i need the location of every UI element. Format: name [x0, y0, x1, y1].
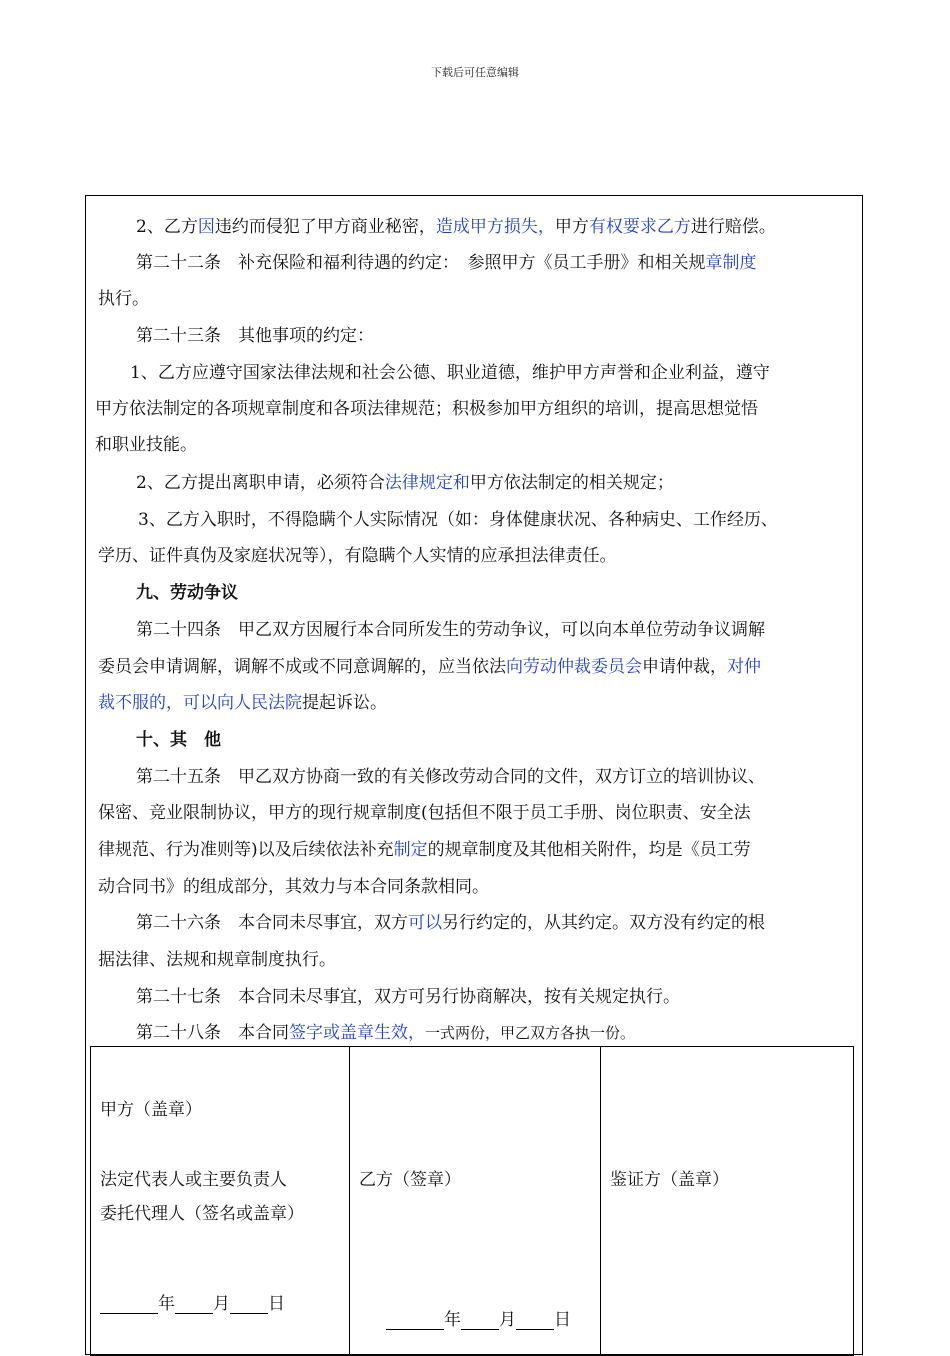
text: 进行赔偿。 — [690, 217, 776, 237]
day-blank[interactable] — [230, 1295, 268, 1314]
section-heading-9: 九、劳动争议 — [136, 583, 238, 603]
text: 造成甲方损失， — [435, 217, 555, 237]
day-blank[interactable] — [516, 1311, 554, 1330]
text: 一式两份，甲乙双方各执一份。 — [425, 1024, 636, 1042]
text: 第二十八条 本合同 — [136, 1023, 289, 1043]
text: 甲方 — [554, 217, 589, 237]
article-26 — [136, 912, 765, 934]
text: 的规章制度及其他相关附件，均是《员工劳 — [427, 840, 751, 860]
para-line-10: 学历、证件真伪及家庭状况等），有隐瞒个人实情的应承担法律责任。 — [98, 546, 617, 566]
article-22 — [136, 252, 757, 274]
text: 对仲 — [727, 657, 761, 677]
text: 第二十六条 本合同未尽事宜，双方 — [136, 913, 408, 933]
legal-rep-label: 法定代表人或主要负责人 — [100, 1170, 287, 1190]
month-blank[interactable] — [175, 1295, 213, 1314]
text: 律规范、行为准则等)以及后续依法补充 — [98, 840, 394, 860]
witness-seal-label: 鉴证方（盖章） — [610, 1170, 729, 1190]
signature-cell-party-b — [349, 1047, 600, 1355]
text: 甲方依法制定的相关规定； — [469, 473, 674, 493]
month-blank[interactable] — [461, 1311, 499, 1330]
text: 法律规定和 — [384, 473, 470, 493]
text: 违约而侵犯了甲方商业秘密， — [214, 217, 436, 237]
text: 提起诉讼。 — [302, 693, 387, 713]
para-line-3: 执行。 — [98, 289, 149, 309]
signature-table — [90, 1046, 854, 1356]
para-line-8 — [136, 472, 674, 494]
para-line-5: 1、乙方应遵守国家法律法规和社会公德、职业道德，维护甲方声誉和企业利益，遵守 — [130, 363, 770, 383]
text: 2、乙方提出离职申请，必须符合 — [136, 473, 385, 493]
text: 章制度 — [705, 253, 757, 273]
para-line-7: 和职业技能。 — [95, 435, 197, 455]
article-24: 第二十四条 甲乙双方因履行本合同所发生的劳动争议，可以向本单位劳动争议调解 — [136, 620, 765, 640]
day-label: 日 — [268, 1294, 285, 1314]
text: 可以 — [408, 913, 442, 933]
article-27: 第二十七条 本合同未尽事宜，双方可另行协商解决，按有关规定执行。 — [136, 987, 680, 1007]
para-line-17: 动合同书》的组成部分，其效力与本合同条款相同。 — [98, 877, 489, 897]
para-line-19: 据法律、法规和规章制度执行。 — [98, 950, 336, 970]
year-blank[interactable] — [100, 1295, 158, 1314]
month-label: 月 — [213, 1294, 230, 1314]
year-label: 年 — [158, 1294, 175, 1314]
date-line-b — [386, 1305, 571, 1330]
party-a-seal-label: 甲方（盖章） — [100, 1100, 202, 1120]
header-note: 下载后可任意编辑 — [431, 66, 519, 79]
text: 委员会申请调解，调解不成或不同意调解的，应当依法 — [98, 657, 506, 677]
date-line-a — [100, 1289, 285, 1314]
month-label: 月 — [499, 1310, 516, 1330]
text: 向劳动仲裁委员会 — [506, 657, 642, 677]
text: 有权要求乙方 — [588, 217, 691, 237]
para-line-16 — [98, 839, 751, 861]
signature-cell-party-a — [91, 1047, 349, 1355]
year-blank[interactable] — [386, 1311, 444, 1330]
para-line-6: 甲方依法制定的各项规章制度和各项法律规范；积极参加甲方组织的培训，提高思想觉悟 — [95, 399, 758, 419]
article-23: 第二十三条 其他事项的约定： — [136, 326, 374, 346]
text: 签字或盖章生效， — [289, 1023, 425, 1043]
para-line-15: 保密、竞业限制协议，甲方的现行规章制度(包括但不限于员工手册、岗位职责、安全法 — [98, 803, 751, 823]
para-line-12 — [98, 656, 761, 678]
para-line-9: 3、乙方入职时，不得隐瞒个人实际情况（如：身体健康状况、各种病史、工作经历、 — [138, 510, 778, 530]
para-line-13 — [98, 692, 387, 714]
text: 另行约定的，从其约定。双方没有约定的根 — [442, 913, 765, 933]
text: 申请仲裁， — [642, 657, 727, 677]
section-heading-10: 十、其 他 — [136, 730, 221, 750]
text: 制定 — [393, 840, 428, 860]
signature-cell-witness — [600, 1047, 853, 1355]
para-line-1 — [136, 216, 776, 238]
text: 2、乙方 — [136, 217, 198, 237]
party-b-sign-label: 乙方（签章） — [359, 1170, 461, 1190]
article-25: 第二十五条 甲乙双方协商一致的有关修改劳动合同的文件，双方订立的培训协议、 — [136, 767, 765, 787]
year-label: 年 — [444, 1310, 461, 1330]
text: 第二十二条 补充保险和福利待遇的约定： 参照甲方《员工手册》和相关规 — [136, 253, 706, 273]
day-label: 日 — [554, 1310, 571, 1330]
article-28 — [136, 1022, 635, 1044]
agent-label: 委托代理人（签名或盖章） — [100, 1204, 304, 1224]
text: 裁不服的，可以向人民法院 — [98, 693, 302, 713]
text: 因 — [197, 217, 215, 237]
